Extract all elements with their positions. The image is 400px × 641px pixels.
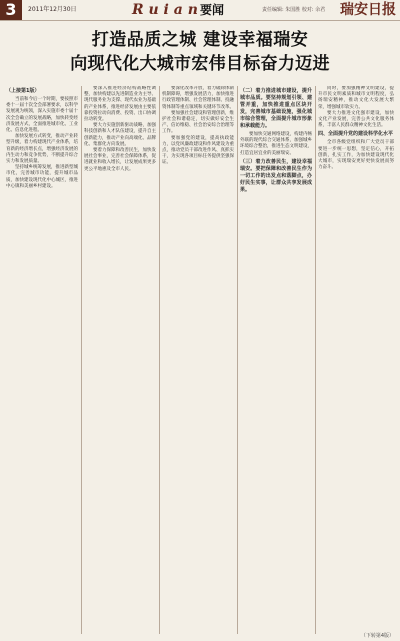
column-paragraph: 要加强社会建设和管理创新，维护社会和谐稳定，切实做好安全生产、信访维稳、社会治安综合治理等工作。 xyxy=(162,110,234,135)
column-subheading: 四、全面提升党的建设科学化水平 xyxy=(318,131,394,138)
column-paragraph: 同时，要加强精神文明建设，提升市民文明素质和城市文明程度，弘扬瑞安精神，推动文化大发展大繁荣，增强城市软实力。 xyxy=(318,86,394,110)
column-paragraph: 加快发展方式转变，推动产业转型升级，着力构建现代产业体系，培育新的经济增长点，增强经济发展的内生动力和竞争优势，不断提升综合实力和发展质量。 xyxy=(6,134,78,165)
column-rule xyxy=(81,86,82,634)
section-title: 要闻 xyxy=(200,3,225,17)
editor-credit: 责任编辑: 朱国胜 校对: 余君 xyxy=(262,7,326,13)
runan-wordmark: R u i a n xyxy=(132,2,198,18)
column-paragraph: 坚持城乡统筹发展，推进新型城市化，完善城市功能，提升城市品质，加快建设现代化中心城区，推进中心镇和美丽乡村建设。 xyxy=(6,165,78,189)
headline-line-2: 向现代化大城市宏伟目标奋力迈进 xyxy=(70,54,330,74)
column-rule xyxy=(237,86,238,634)
issue-date: 2011年12月30日 xyxy=(28,6,77,13)
column-paragraph: 当前和今后一个时期，要按照市委十一届十次全会部署要求，以科学发展观为统领，深入实施市委十届十次全会确立的发展战略，加快转变经济发展方式，全面推进城市化、工业化、信息化进程。 xyxy=(6,97,78,134)
article-column-2 xyxy=(84,86,156,634)
column-subheading: （二）着力推进城市建设，提升城市品质。要坚持规划引领、建管并重，加快推进重点区块开发，完善城市基础设施，强化城市综合管理，全面提升城市形象和承载能力。 xyxy=(240,88,312,129)
column-paragraph: 要加强党的建设，提高执政能力，以党风廉政建设和作风建设为重点，推动党员干部改进作风、真抓实干，为实现各项目标任务提供坚强保证。 xyxy=(162,135,234,166)
column-paragraph: 要深化改革开放，着力破除体制机制障碍，增强发展活力，加快推进行政管理体制、社会管理体制、投融资体制等重点领域和关键环节改革。 xyxy=(162,86,234,110)
column-paragraph: 要加快交通网络建设，构建内畅外联的现代综合交通体系，加强城乡环境综合整治，推进生态文明建设，打造宜居宜业的美丽瑞安。 xyxy=(240,132,312,156)
article-column-1 xyxy=(6,86,78,634)
column-rule xyxy=(315,86,316,634)
column-subheading: （三）着力改善民生，建设幸福瑞安。要把保障和改善民生作为一切工作的出发点和落脚点，办好民生实事，让群众共享发展成果。 xyxy=(240,158,312,193)
column-paragraph: 要大力实施创新驱动战略，加强科技创新和人才队伍建设，提升自主创新能力，推动产业向高端化、品牌化、集群化方向发展。 xyxy=(84,123,156,147)
newspaper-brand: 瑞安日报 xyxy=(340,2,396,18)
article-column-4 xyxy=(240,86,312,634)
article-body xyxy=(6,86,394,634)
column-paragraph: 要深入推进经济结构战略性调整，加快构建以先进制造业为主导、现代服务业为支撑、现代农业为基础的产业体系，推进经济发展由主要依靠投资拉动向消费、投资、出口协调拉动转变。 xyxy=(84,86,156,123)
masthead xyxy=(0,0,400,21)
column-paragraph: （上接第1版） xyxy=(6,88,40,94)
article-column-5 xyxy=(318,86,394,634)
column-paragraph: 全市各级党组织和广大党员干部要进一步统一思想，坚定信心，开拓创新，扎实工作，为加快建设现代化大城市，实现瑞安更好更快发展而努力奋斗。 xyxy=(318,140,394,171)
page-number: 3 xyxy=(0,0,22,20)
article-column-3 xyxy=(162,86,234,634)
column-paragraph: 要着力保障和改善民生，加快发展社会事业，完善社会保障体系，促进就业和收入增长，让发展成果更多更公平地惠及全市人民。 xyxy=(84,148,156,172)
headline-line-1: 打造品质之城 建设幸福瑞安 xyxy=(91,30,309,50)
column-paragraph: 要大力推进文化强市建设，加快文化产业发展，完善公共文化服务体系，丰富人民群众精神文化生活。 xyxy=(318,110,394,129)
continued-note: （下转第4版） xyxy=(360,633,394,639)
column-rule xyxy=(159,86,160,634)
